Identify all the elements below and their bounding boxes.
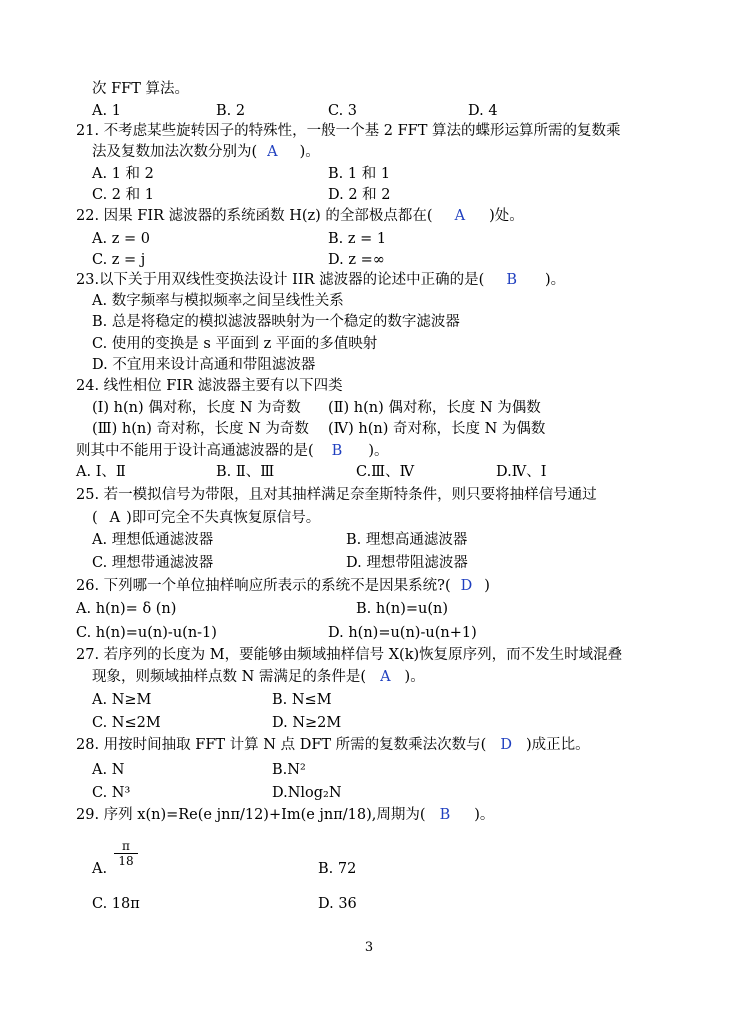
q21-option-b: B. 1 和 1 — [328, 166, 391, 182]
q26-post: ) — [484, 578, 490, 594]
q28-answer: D — [500, 737, 512, 753]
q25-option-a: A. 理想低通滤波器 — [92, 532, 214, 548]
q28-option-a: A. N — [92, 762, 125, 778]
q24-pre: 则其中不能用于设计高通滤波器的是( — [76, 443, 314, 459]
q23-option-d: D. 不宜用来设计高通和带阻滤波器 — [92, 357, 316, 373]
page-number: 3 — [364, 940, 374, 955]
q20-option-d: D. 4 — [468, 103, 498, 119]
q29-post: )。 — [474, 807, 495, 823]
q26-option-b: B. h(n)=u(n) — [356, 601, 449, 617]
q25-option-d: D. 理想带阻滤波器 — [346, 555, 468, 571]
q23-pre: 23.以下关于用双线性变换法设计 IIR 滤波器的论述中正确的是( — [76, 272, 485, 288]
q26-option-a: A. h(n)= δ (n) — [76, 601, 177, 617]
q27-line1: 27. 若序列的长度为 M，要能够由频域抽样信号 X(k)恢复原序列，而不发生时域混叠 — [76, 647, 623, 663]
q22-option-c: C. z = j — [92, 252, 146, 268]
q25-pre: ( — [92, 510, 98, 526]
intro-line: 次 FFT 算法。 — [92, 81, 190, 97]
q21-option-c: C. 2 和 1 — [92, 187, 154, 203]
q24-line1: 24. 线性相位 FIR 滤波器主要有以下四类 — [76, 378, 343, 394]
q25-answer: A — [109, 510, 121, 526]
q26-option-c: C. h(n)=u(n)-u(n-1) — [76, 625, 217, 641]
q29-answer: B — [439, 807, 451, 823]
q22-pre: 22. 因果 FIR 滤波器的系统函数 H(z) 的全部极点都在( — [76, 208, 433, 224]
q29-pre: 29. 序列 x(n)=Re(e jnπ/12)+Im(e jnπ/18),周期为( — [76, 807, 426, 823]
q22-option-a: A. z = 0 — [92, 231, 150, 247]
q24-option-d: D.Ⅳ、Ⅰ — [496, 464, 547, 480]
q25-post: )即可完全不失真恢复原信号。 — [126, 510, 321, 526]
q24-post: )。 — [368, 443, 389, 459]
q24-option-c: C.Ⅲ、Ⅳ — [356, 464, 415, 480]
q23-answer: B — [506, 272, 517, 288]
q21-line1: 21. 不考虑某些旋转因子的特殊性，一般一个基 2 FFT 算法的蝶形运算所需的复数乘 — [76, 123, 621, 139]
q21-option-d: D. 2 和 2 — [328, 187, 391, 203]
q20-option-a: A. 1 — [92, 103, 121, 119]
q26-line — [76, 577, 490, 595]
q27-option-a: A. N≥M — [92, 692, 152, 708]
q25-line2 — [92, 509, 320, 527]
q24-type-2: (Ⅱ) h(n) 偶对称，长度 N 为偶数 — [328, 400, 541, 416]
q22-option-d: D. z =∞ — [328, 252, 385, 268]
q27-option-c: C. N≤2M — [92, 715, 161, 731]
q27-pre: 现象，则频域抽样点数 N 需满足的条件是( — [92, 669, 367, 685]
q28-post: )成正比。 — [525, 737, 590, 753]
q29-option-a-label: A. — [92, 861, 108, 877]
q24-type-4: (Ⅳ) h(n) 奇对称，长度 N 为偶数 — [328, 421, 546, 437]
q24-option-b: B. Ⅱ、Ⅲ — [216, 464, 275, 480]
q26-option-d: D. h(n)=u(n)-u(n+1) — [328, 625, 477, 641]
q22-line — [76, 207, 524, 225]
q27-option-b: B. N≤M — [272, 692, 332, 708]
q29-option-d: D. 36 — [318, 896, 357, 912]
q21-line2-post: )。 — [299, 144, 320, 160]
q25-option-b: B. 理想高通滤波器 — [346, 532, 468, 548]
q21-option-a: A. 1 和 2 — [92, 166, 154, 182]
q21-answer: A — [267, 144, 278, 160]
q21-line2-pre: 法及复数加法次数分别为( — [92, 144, 258, 160]
q22-post: )处。 — [489, 208, 524, 224]
q28-line — [76, 736, 590, 754]
q23-line — [76, 271, 565, 289]
q28-option-d: D.Nlog₂N — [272, 785, 342, 801]
q29-line — [76, 806, 494, 824]
q29-fraction-numerator: π — [114, 840, 138, 854]
q29-option-a-fraction — [114, 840, 138, 868]
q28-option-c: C. N³ — [92, 785, 131, 801]
q23-option-a: A. 数字频率与模拟频率之间呈线性关系 — [92, 293, 344, 309]
q28-pre: 28. 用按时间抽取 FFT 计算 N 点 DFT 所需的复数乘法次数与( — [76, 737, 487, 753]
q27-post: )。 — [404, 669, 425, 685]
q23-post: )。 — [544, 272, 566, 288]
q29-fraction-denominator: 18 — [118, 854, 134, 868]
q24-line2 — [76, 442, 388, 460]
q24-type-3: (Ⅲ) h(n) 奇对称，长度 N 为奇数 — [92, 421, 309, 437]
q26-answer: D — [460, 578, 473, 594]
q27-line2 — [92, 668, 425, 686]
q22-option-b: B. z = 1 — [328, 231, 387, 247]
q27-option-d: D. N≥2M — [272, 715, 342, 731]
q23-option-b: B. 总是将稳定的模拟滤波器映射为一个稳定的数字滤波器 — [92, 314, 460, 330]
q24-type-1: (Ⅰ) h(n) 偶对称，长度 N 为奇数 — [92, 400, 301, 416]
q24-option-a: A. Ⅰ、Ⅱ — [76, 464, 126, 480]
q20-option-b: B. 2 — [216, 103, 246, 119]
q23-option-c: C. 使用的变换是 s 平面到 z 平面的多值映射 — [92, 336, 378, 352]
q29-option-c: C. 18π — [92, 896, 140, 912]
q21-line2 — [92, 143, 320, 161]
q26-pre: 26. 下列哪一个单位抽样响应所表示的系统不是因果系统?( — [76, 578, 451, 594]
q25-line1: 25. 若一模拟信号为带限，且对其抽样满足奈奎斯特条件，则只要将抽样信号通过 — [76, 487, 597, 503]
q20-option-c: C. 3 — [328, 103, 358, 119]
q27-answer: A — [380, 669, 391, 685]
q28-option-b: B.N² — [272, 762, 306, 778]
q25-option-c: C. 理想带通滤波器 — [92, 555, 214, 571]
q22-answer: A — [454, 208, 466, 224]
q29-option-b: B. 72 — [318, 861, 357, 877]
q24-answer: B — [331, 443, 343, 459]
